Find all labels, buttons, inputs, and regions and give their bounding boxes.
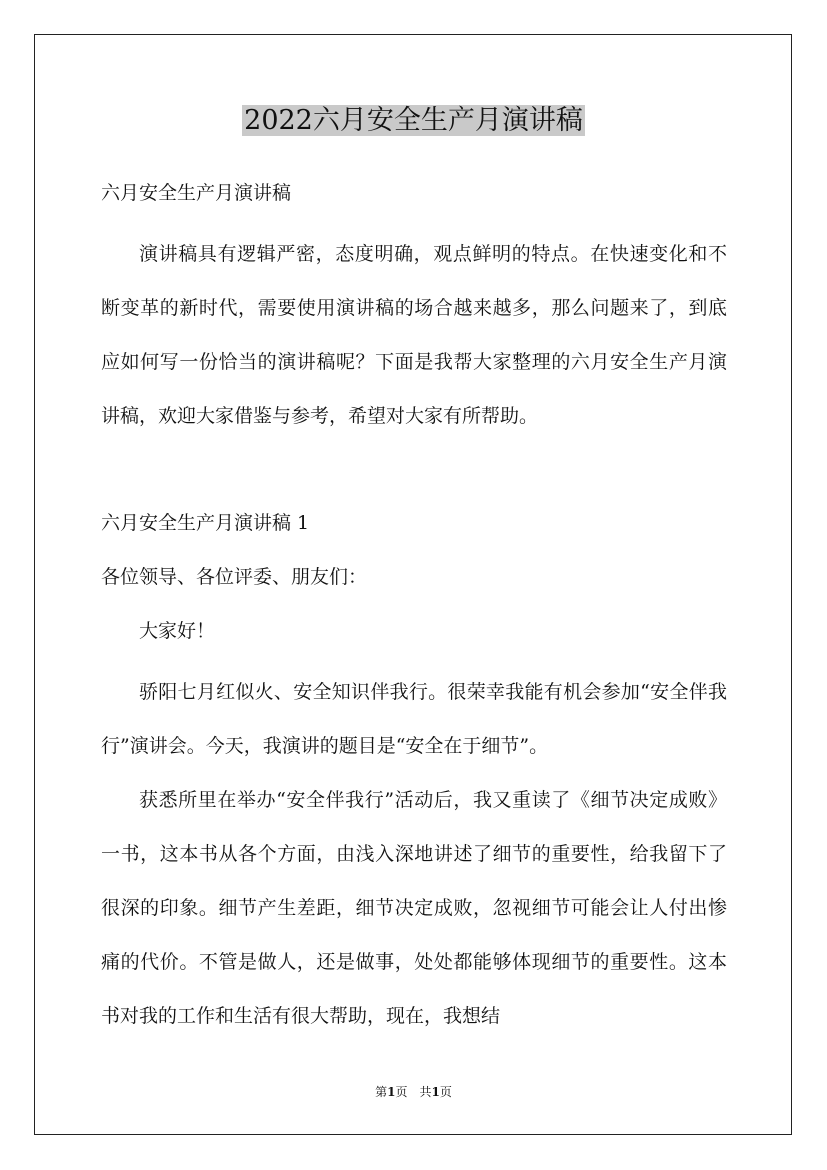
page-label-suffix: 页 [439,1085,452,1099]
body-paragraph-1: 骄阳七月红似火、安全知识伴我行。很荣幸我能有机会参加“安全伴我行”演讲会。今天，我演讲的题目是“安全在于细节”。 [101,681,727,757]
body-paragraph-2: 获悉所里在举办“安全伴我行”活动后，我又重读了《细节决定成败》一书，这本书从各个方面，由浅入深地讲述了细节的重要性，给我留下了很深的印象。细节产生差距，细节决定成败，忽视细节可能会让人付出惨痛的代价。不管是做人，还是做事，处处都能够体现细节的重要性。这本书对我的工作和生活有很大帮助，现在，我想结 [101,789,727,1027]
intro-paragraph: 演讲稿具有逻辑严密，态度明确，观点鲜明的特点。在快速变化和不断变革的新时代，需要使用演讲稿的场合越来越多，那么问题来了，到底应如何写一份恰当的演讲稿呢？下面是我帮大家整理的六月安全生产月演讲稿，欢迎大家借鉴与参考，希望对大家有所帮助。 [101,243,727,427]
document-subtitle: 六月安全生产月演讲稿 [101,182,292,204]
page-label-prefix: 第 [375,1085,388,1099]
document-title [0,101,827,141]
page-current-number: 1 [387,1085,396,1099]
page-footer [0,1084,827,1100]
document-body [101,173,727,1043]
page-total-number: 1 [431,1085,440,1099]
document-title-text: 2022六月安全生产月演讲稿 [244,105,583,136]
greeting: 大家好！ [139,620,216,642]
section-heading: 六月安全生产月演讲稿 1 [101,512,310,534]
page-label-mid: 页 共 [395,1085,432,1099]
salutation: 各位领导、各位评委、朋友们： [101,566,368,588]
